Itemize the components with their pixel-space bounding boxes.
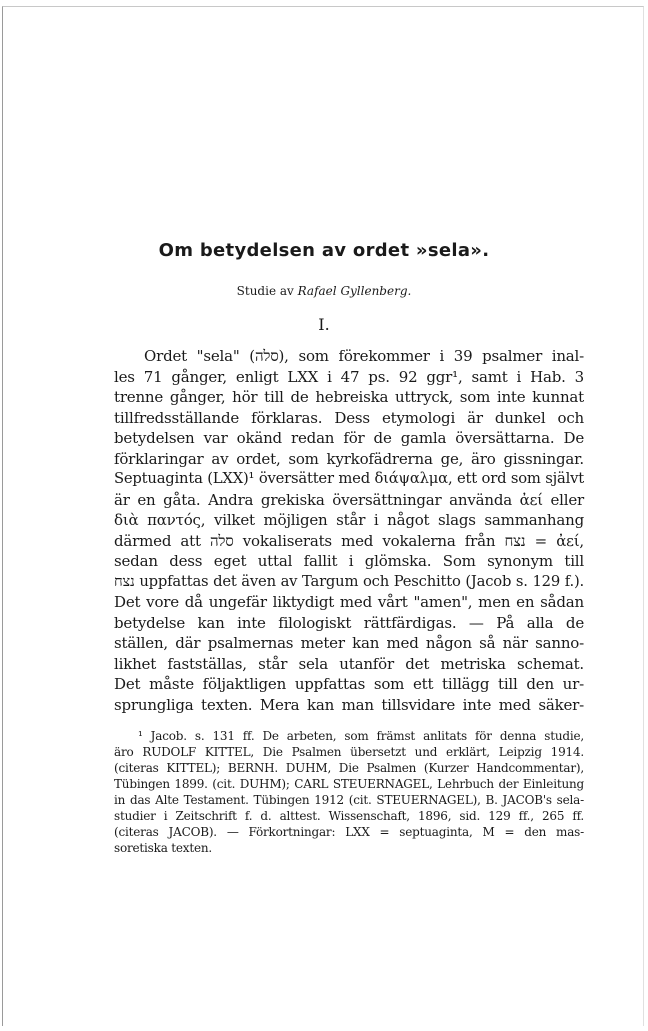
body-line: är en gåta. Andra grekiska översättningar använda ἀεί eller <box>114 490 584 509</box>
body-text <box>114 346 584 715</box>
body-line: betydelsen var okänd redan för de gamla översättarna. De <box>114 429 584 447</box>
body-line: Ordet "sela" (סלה), som förekommer i 39 psalmer inal- <box>144 347 585 365</box>
footnote-line: Tübingen 1899. (cit. DUHM); CARL STEUERNAGEL, Lehrbuch der Einleitung <box>114 777 584 791</box>
body-line: sedan dess eget uttal fallit i glömska. Som synonym till <box>114 552 584 570</box>
body-line: Det måste följaktligen uppfattas som ett tillägg till den ur- <box>114 675 584 693</box>
body-line: les 71 gånger, enligt LXX i 47 ps. 92 ggr¹, samt i Hab. 3 <box>114 367 584 386</box>
body-line: likhet fastställas, står sela utanför det metriska schemat. <box>114 654 584 673</box>
subtitle-prefix: Studie av <box>236 284 294 298</box>
body-line: Septuaginta (LXX)¹ översätter med διάψαλμα, ett ord som självt <box>114 470 584 487</box>
section-number: I. <box>318 315 330 334</box>
author-name: Rafael Gyllenberg. <box>297 284 412 298</box>
body-line: förklaringar av ordet, som kyrkofädrerna ge, äro gissningar. <box>114 449 584 468</box>
body-line: נצח uppfattas det även av Targum och Peschitto (Jacob s. 129 f.). <box>114 572 584 590</box>
footnote-line: äro RUDOLF KITTEL, Die Psalmen übersetzt und erklärt, Leipzig 1914. <box>114 745 584 759</box>
footnote-line: soretiska texten. <box>114 841 213 855</box>
article-title: Om betydelsen av ordet »sela». <box>158 240 490 261</box>
body-line: διὰ παντός, vilket möjligen står i något slags sammanhang <box>114 511 584 529</box>
body-line: tillfredsställande förklaras. Dess etymologi är dunkel och <box>114 408 584 427</box>
footnote-line: in das Alte Testament. Tübingen 1912 (cit. STEUERNAGEL), B. JACOB's sela- <box>114 793 584 807</box>
body-line: Det vore då ungefär liktydigt med vårt "amen", men en sådan <box>114 593 584 611</box>
body-line: sprungliga texten. Mera kan man tillsvidare inte med säker- <box>114 695 584 714</box>
footnote-line: (citeras KITTEL); BERNH. DUHM, Die Psalmen (Kurzer Handcommentar), <box>114 761 584 775</box>
article-subtitle <box>0 284 648 298</box>
body-line: trenne gånger, hör till de hebreiska uttryck, som inte kunnat <box>114 388 584 406</box>
footnotes <box>114 728 584 856</box>
footnote-line: studier i Zeitschrift f. d. alttest. Wissenschaft, 1896, sid. 129 ff., 265 ff. <box>114 809 584 823</box>
body-line: ställen, där psalmernas meter kan med någon så när sanno- <box>114 634 584 652</box>
footnote-line: ¹ Jacob. s. 131 ff. De arbeten, som främst anlitats för denna studie, <box>138 729 584 743</box>
body-line: betydelse kan inte filologiskt rättfärdigas. — På alla de <box>114 613 584 632</box>
footnote-line: (citeras JACOB). — Förkortningar: LXX = septuaginta, M = den mas- <box>114 825 584 839</box>
body-line: därmed att סלה vokaliserats med vokalerna från נצח = ἀεί, <box>114 531 584 550</box>
